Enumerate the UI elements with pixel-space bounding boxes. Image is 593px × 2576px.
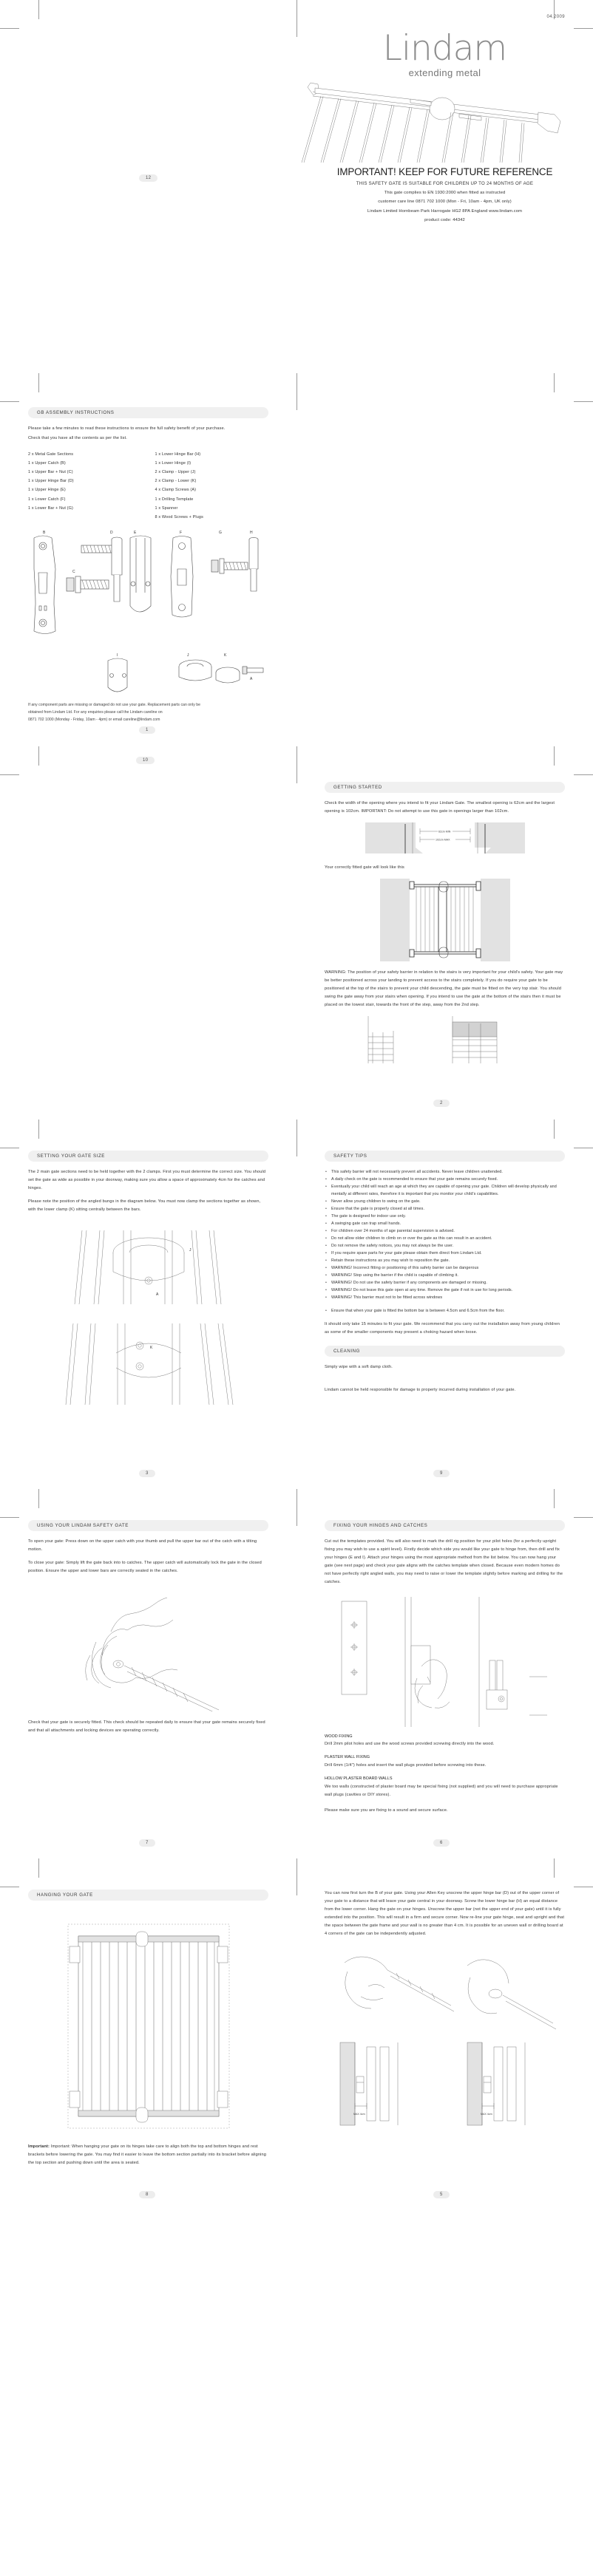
part-label-h: H: [250, 530, 253, 535]
part-label-f: F: [180, 530, 183, 535]
customer-care-line: customer care line 0871 702 1000 (Mon - Fri, 10am - 4pm, UK only): [378, 200, 512, 205]
page-number: 6: [433, 1839, 450, 1847]
parts-list-column-left: [28, 450, 142, 522]
using-gate-close-text: To close your gate: Simply lift the gate back into to catches. The upper catch will automatically lock the gate in the closed position. Ensure the upper and lower bars are correctly seated in the catches.: [28, 1561, 262, 1574]
part-item: 1 x Upper Catch (B): [28, 461, 66, 466]
part-label-k: K: [224, 652, 227, 658]
part-item: 2 x Clamp - Lower (K): [155, 479, 197, 484]
assembly-footer-line-2: obtained from Lindam Ltd. For any enquiries please call the Lindam careline on: [28, 709, 163, 715]
safety-tip: • A daily check on the gate is recommended to ensure that your gate remains securely fixed.: [325, 1176, 565, 1183]
safety-tip: • Eventually your child will reach an age at which they are capable of opening your gate. Children will develop physically and mentally at different rates, therefore it is important that you monitor your child's capabilities.: [325, 1183, 565, 1198]
clamp-label-j: J: [189, 1247, 191, 1253]
product-code: product code: 44342: [424, 217, 465, 222]
page-number: 8: [139, 2191, 155, 2198]
hanging-heading: HANGING YOUR GATE: [28, 1890, 268, 1901]
fixing-closing-note: Please make sure you are fixing to a sound and secure surface.: [325, 1807, 448, 1813]
safety-tip: • A swinging gate can trap small hands.: [325, 1220, 565, 1227]
crop-mark: [0, 28, 19, 29]
getting-started-paragraph: Check the width of the opening where you intend to fit your Lindam Gate. The smallest opening is 62cm and the largest opening is 102cm. IMPORTANT: Do not attempt to use this gate in openings larger than 102cm.: [325, 801, 555, 814]
hanging-important-note: Important: Important: When hanging your gate on its hinges take care to align both the top and bottom hinges and rest brackets before lowering the gate. You may find it easier to leave the bottom section partially into its bracket before aligning the top section and pushing down until the area is seated.: [28, 2144, 267, 2166]
hanging-gate-diagram: [28, 1917, 268, 2136]
fixing-templates-diagram: [325, 1597, 565, 1727]
safety-tip: • Never allow young children to swing on the gate.: [325, 1198, 565, 1205]
crop-mark: [296, 373, 297, 410]
clamp-diagram: [28, 650, 268, 696]
page-number: 2: [433, 1100, 450, 1107]
part-label-i: I: [117, 652, 118, 658]
safety-tips-list: [325, 1168, 565, 1301]
getting-started-heading: GETTING STARTED: [325, 782, 565, 793]
assembly-footer-line-1: If any component parts are missing or damaged do not use your gate. Replacement parts can only be: [28, 702, 200, 707]
parts-list: [28, 450, 268, 522]
important-subtitle: THIS SAFETY GATE IS SUITABLE FOR CHILDREN UP TO 24 MONTHS OF AGE: [356, 181, 534, 186]
part-item: 1 x Lower Hinge (I): [155, 461, 192, 466]
max-gap-label-left: MAX 4cm: [353, 2113, 365, 2116]
part-item: 1 x Lower Bar + Nut (G): [28, 505, 73, 511]
cover-page: [0, 0, 593, 373]
cleaning-text: Simply wipe with a soft damp cloth.: [325, 1365, 393, 1370]
safety-tip: • If you require spare parts for your gate please obtain them direct from Lindam Ltd.: [325, 1250, 565, 1257]
stairs-warning: WARNING: The position of your safety barrier in relation to the stairs is very important for your child's safety. Your gate may be better positioned across your landing to prevent access to the stairs completely. If you do require your gate to be positioned at the top of the stairs to prevent your child descending, the gate must be fitted on the very top stair. You should swing the gate away from your stairs when opening. If you intend to use the gate at the bottom of the stairs then it must be placed on the lowest stair, towards the front of the step, away from the 2nd step.: [325, 970, 563, 1007]
parts-diagram: [28, 526, 268, 644]
wood-fixing-title: WOOD FIXING: [325, 1734, 353, 1739]
clamp-label-a: A: [155, 1292, 158, 1297]
crop-mark: [38, 0, 39, 19]
safety-tip: • Retain these instructions as you may wish to reposition the gate.: [325, 1257, 565, 1264]
clamp-upper-diagram: [28, 1230, 268, 1304]
page-number: 3: [139, 1470, 155, 1477]
max-gap-diagram: [325, 2040, 565, 2128]
crop-mark: [554, 373, 555, 392]
part-label-b: B: [43, 530, 46, 535]
brand-tagline: extending metal: [408, 67, 481, 78]
hollow-board-text: We too walls (constructed of plaster board may be special fixing (not supplied) and you will need to purchase appropriate wall plugs (cavities or DIY stores).: [325, 1784, 558, 1797]
stairs-position-diagram: [325, 1015, 565, 1065]
using-gate-open-text: To open your gate: Press down on the upper catch with your thumb and pull the upper bar out of the catch with a tilting motion.: [28, 1539, 257, 1553]
dimension-max: 102cm MAX: [435, 838, 450, 842]
company-address: Lindam Limited Hornbeam Park Harrogate HG2 8PA England www.lindam.com: [367, 208, 523, 214]
plaster-fixing-text: Drill 6mm (1/4") holes and insert the wall plugs provided before screwing into these.: [325, 1763, 487, 1768]
safety-tip: • WARNING! Do not use the safety barrier if any components are damaged or missing.: [325, 1279, 565, 1287]
assembly-heading: GB ASSEMBLY INSTRUCTIONS: [28, 407, 268, 418]
crop-mark: [38, 746, 39, 766]
page-number: 7: [139, 1839, 155, 1847]
assembly-intro-2: Check that you have all the contents as per the list.: [28, 436, 127, 441]
safety-tips-heading: SAFETY TIPS: [325, 1151, 565, 1162]
hanging-important-text: Important: When hanging your gate on its hinges take care to align both the top and bottom hinges and rest brackets before lowering the gate. You may find it easier to leave the bottom section partially into its bracket before aligning the top section and pushing down until the area is seated.: [28, 2144, 267, 2166]
plaster-fixing-title: PLASTER WALL FIXING: [325, 1755, 370, 1760]
safety-tip: • This safety barrier will not necessarily prevent all accidents. Never leave children unattended.: [325, 1168, 565, 1176]
safety-tip: • Do not allow older children to climb on or over the gate as this can result in an accident.: [325, 1235, 565, 1242]
part-label-e: E: [134, 530, 137, 535]
using-fixing-page: [0, 1489, 593, 1858]
facing-page-number: 5: [433, 2191, 450, 2198]
wood-fixing-text: Drill 2mm pilot holes and use the wood screws provided screwing directly into the wood.: [325, 1742, 495, 1747]
liability-note: Lindam cannot be held responsible for damage to property incurred during installation of your gate.: [325, 1388, 516, 1393]
page-number: 12: [139, 174, 157, 182]
part-item: 4 x Clamp Screws (A): [155, 488, 197, 493]
safety-tip: • WARNING! Stop using the barrier if the child is capable of climbing it.: [325, 1272, 565, 1279]
part-item: 1 x Upper Bar + Nut (C): [28, 470, 73, 475]
part-item: 2 x Metal Gate Sections: [28, 452, 74, 457]
getting-started-page: [0, 746, 593, 1120]
important-title: IMPORTANT! KEEP FOR FUTURE REFERENCE: [336, 166, 553, 177]
safety-tip: • Ensure that when your gate is fitted the bottom bar is between 4.5cm and 6.5cm from the floor.: [325, 1307, 565, 1315]
part-item: 2 x Clamp - Upper (J): [155, 470, 196, 475]
safety-tip: • WARNING! Incorrect fitting or positioning of this safety barrier can be dangerous: [325, 1264, 565, 1272]
clamp-lower-diagram: [28, 1323, 268, 1405]
clamp-label-k: K: [149, 1345, 152, 1350]
assembly-footer: [28, 702, 268, 724]
crop-mark: [0, 774, 19, 775]
part-item: 1 x Spanner: [155, 505, 178, 511]
part-item: 8 x Wood Screws + Plugs: [155, 514, 203, 519]
hanging-gate-page: [0, 1858, 593, 2210]
page-number: 9: [433, 1470, 450, 1477]
hand-opening-gate-illustration: [28, 1593, 268, 1711]
safety-tip: • WARNING! Do not leave this gate open at any time. Remove the gate if not in use for long periods.: [325, 1287, 565, 1294]
fixing-heading: FIXING YOUR HINGES AND CATCHES: [325, 1520, 565, 1531]
max-gap-label-right: MAX 4cm: [480, 2113, 492, 2116]
safety-tip: • For children over 24 months of age parental supervision is advised.: [325, 1227, 565, 1235]
installation-time-note: It should only take 15 minutes to fit your gate. We recommend that you carry out the installation away from young children as some of the smaller components may present a choking hazard when loose.: [325, 1322, 560, 1335]
part-item: 1 x Lower Catch (F): [28, 497, 66, 502]
safety-tips-list-extra: [325, 1307, 565, 1315]
safety-tip: • WARNING! This barrier must not to be fitted across windows: [325, 1294, 565, 1301]
part-label-a: A: [250, 676, 253, 681]
hinge-adjust-diagram: [325, 1951, 565, 2032]
using-gate-heading: USING YOUR LINDAM SAFETY GATE: [28, 1520, 268, 1531]
opening-width-diagram: [325, 821, 565, 858]
assembly-intro-1: Please take a few minutes to read these instructions to ensure the full safety benefit of your purchase.: [28, 426, 226, 432]
gate-size-paragraph-1: The 2 main gate sections need to be held together with the 2 clamps. First you must determine the correct size. You should set the gate as wide as possible in your doorway, making sure you allow a space of approximately 4cm for the catches and hinges.: [28, 1170, 266, 1191]
assembly-footer-line-3: 0871 702 1000 (Monday - Friday, 10am - 4pm) or email careline@lindam.com: [28, 717, 160, 722]
part-label-j: J: [187, 652, 189, 658]
part-label-d: D: [110, 530, 113, 535]
hanging-paragraph: You can now first turn the B of your gate. Using your Allen Key unscrew the upper hinge bar (D) out of the upper corner of your gate to a distance that will leave your gate central in your doorway. Screw the lower hinge bar (H) an equal distance from the lower corner. Hang the gate on your hinges. Unscrew the upper bar (not the upper end of your gate) until it is fully extended into the position. This will result in a firm and secure corner. Now re-line your gate hinge, seat and upright and that the space between the gate frame and your wall is no greater than 4 cm. It is possible for an uneven wall or drilling board at 4 corners of the gate can be independently adjusted.: [325, 1891, 565, 1936]
gate-size-safety-page: [0, 1120, 593, 1489]
correct-fit-caption: Your correctly fitted gate will look like this: [325, 865, 404, 870]
part-item: 1 x Upper Hinge (E): [28, 488, 66, 493]
part-label-g: G: [219, 530, 222, 535]
gate-size-paragraph-2: Please note the position of the angled bungs in the diagram below. You must now clamp the sections together as shown, with the lower clamp (K) sitting centrally between the bars.: [28, 1199, 261, 1212]
fixing-paragraph: Cut out the templates provided. You will also need to mark the drill rig position for your pilot holes (for a perfectly upright fixing you may wish to use a spirit level). Firstly decide which side you would like your gate to hinge from, then drill and fix your hinges (E and I). Attach your hinges using the most appropriate method from the list below. You can now hang your gate (see next page) and check your gate aligns with the catches template when closed. Because even modern homes do not have perfectly right angled walls, you may need to raise or lower the template slightly before marking and drilling for the catches.: [325, 1539, 563, 1584]
brand-wordmark: Lindam: [382, 28, 507, 69]
assembly-page: [0, 373, 593, 746]
part-item: 1 x Lower Hinge Bar (H): [155, 452, 201, 457]
compliance-note: This gate complies to EN 1930:2000 when fitted as instructed: [384, 191, 506, 196]
part-item: 1 x Upper Hinge Bar (D): [28, 479, 74, 484]
page-number: 1: [139, 726, 155, 734]
safety-tip: • The gate is designed for indoor use only.: [325, 1213, 565, 1220]
parts-list-column-right: [155, 450, 269, 522]
facing-page-number: 10: [136, 757, 155, 764]
fitted-gate-diagram: [325, 877, 565, 963]
cleaning-heading: CLEANING: [325, 1346, 565, 1357]
part-item: 1 x Drilling Template: [155, 497, 194, 502]
part-label-c: C: [72, 569, 75, 574]
hollow-board-title: HOLLOW PLASTER BOARD WALLS: [325, 1776, 393, 1781]
safety-tip: • Ensure that the gate is properly closed at all times.: [325, 1205, 565, 1213]
crop-mark: [574, 401, 593, 402]
safety-tip: • Do not remove the safety notices, you may not always be the user.: [325, 1242, 565, 1250]
dimension-min: 62cm MIN: [438, 830, 450, 834]
gate-size-heading: SETTING YOUR GATE SIZE: [28, 1151, 268, 1162]
revision-date: 04.2009: [546, 15, 565, 19]
daily-check-text: Check that your gate is securely fitted. This check should be repeated daily to ensure that your gate remains securely fixed and that all attachments and locking devices are operating correctly.: [28, 1720, 265, 1733]
